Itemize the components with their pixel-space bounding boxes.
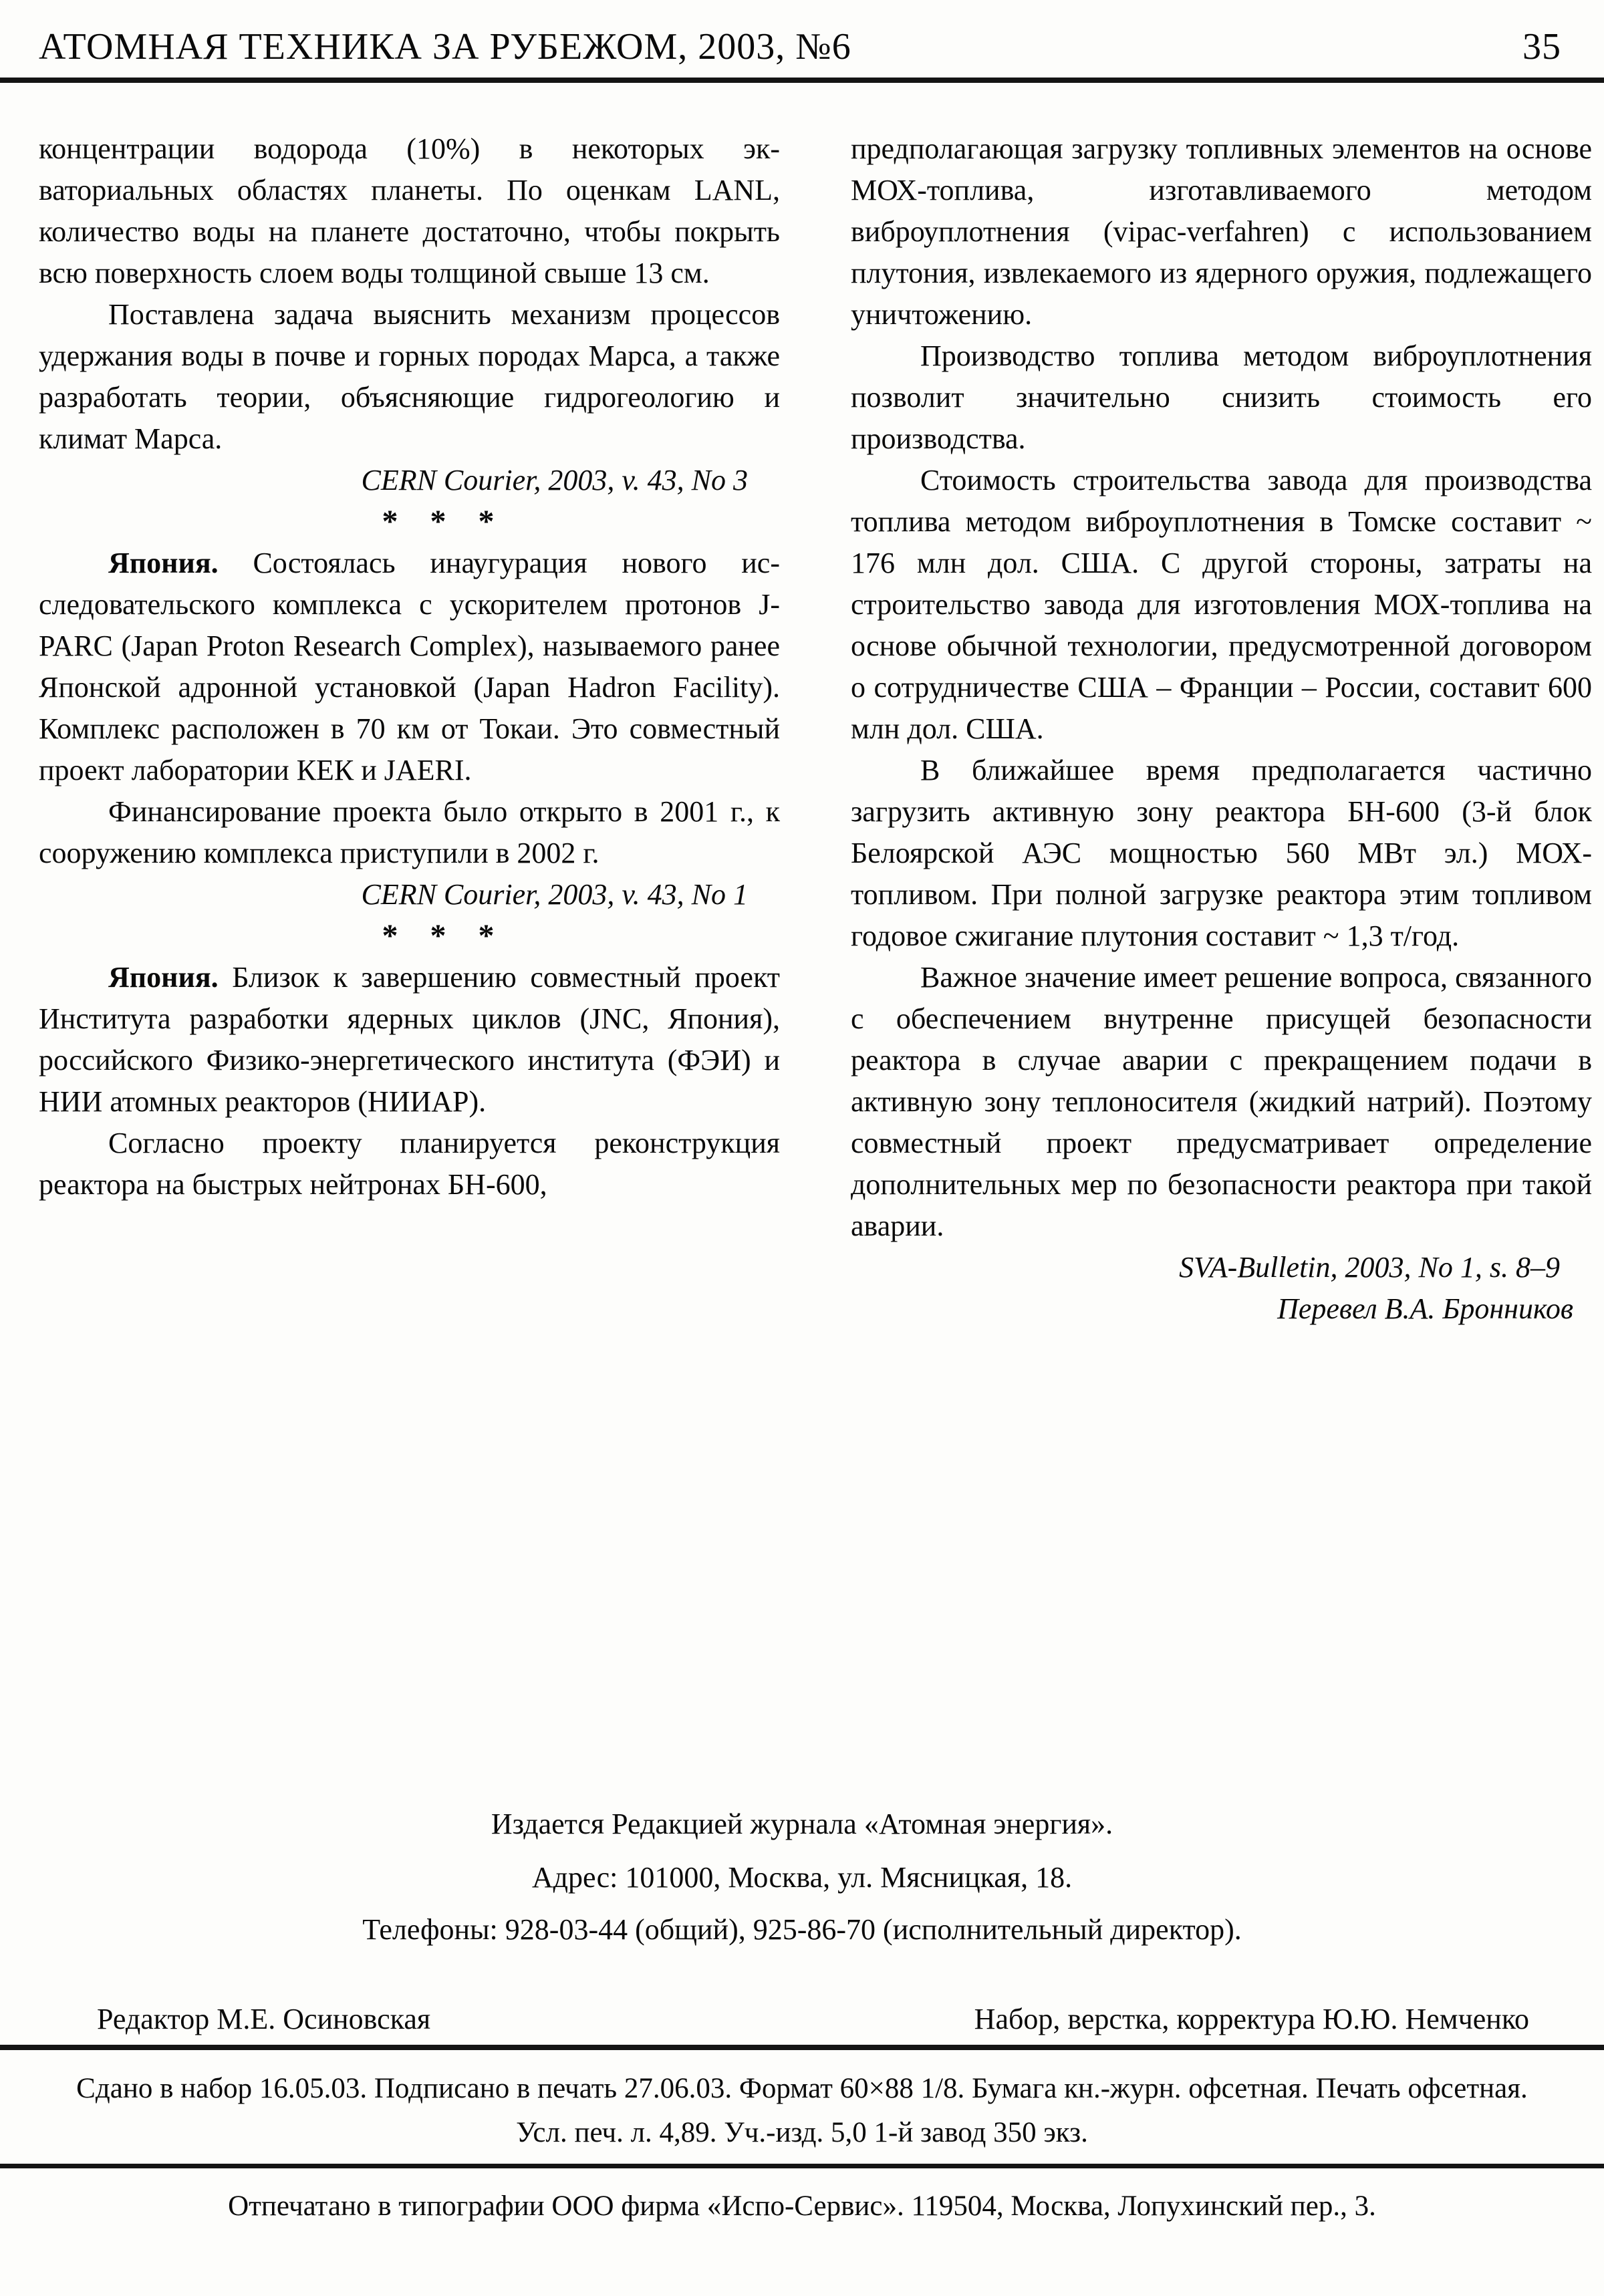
journal-title: АТОМНАЯ ТЕХНИКА ЗА РУБЕЖОМ, 2003, №6 (39, 26, 851, 67)
paragraph-safety-measures: Важное значение имеет решение вопроса, связанного с обеспечением внутренне присущей безопасности реактора в случае аварии с прекращением подачи в активную зону теплоносителя (жидкий натрий). Поэтому совместный проект предусматривает определение дополнительных мер по безопасности реактора при такой аварии. (851, 961, 1592, 1242)
paragraph-tomsk-plant-cost: Стоимость строительства завода для производства топлива методом виброуплотнения в Томске составит ~ 176 млн дол. США. С другой стороны, затраты на строительство завода для изготовления МОХ-топлива на основе обычной технологии, предусмотренной договором о сотрудничестве США – Франции – России, составит 600 млн дол. США. (851, 464, 1592, 745)
paragraph-mox-continuation: предполагающая загрузку топливных элементов на основе МОХ-топлива, изготавливаемого методом виброуплотнения (vipac-verfahren) с использованием плутония, извлекаемого из ядерного оружия, подлежащего уничтожению. (851, 132, 1592, 331)
article-columns (39, 128, 1592, 1330)
translator-credit: Перевел В.А. Бронников (1277, 1292, 1573, 1325)
imprint-line-1: Сдано в набор 16.05.03. Подписано в печать 27.06.03. Формат 60×88 1/8. Бумага кн.-журн. офсетная. Печать офсетная. (76, 2073, 1528, 2104)
paragraph-mars-task: Поставлена задача выяснить механизм процессов удержания воды в почве и горных породах Марса, а также разработать теории, объясняющие гидрогеологию и климат Марса. (39, 298, 780, 455)
address-line: Адрес: 101000, Москва, ул. Мясницкая, 18. (531, 1861, 1073, 1894)
paragraph-japan-jparc (39, 543, 780, 791)
page-header (39, 25, 1561, 68)
imprint-bottom-rule (0, 2164, 1604, 2168)
paragraph-bn600-reconstruction: Согласно проекту планируется реконструкция реактора на быстрых нейтронах БН-600, (39, 1127, 780, 1201)
typesetting-credit: Набор, верстка, корректура Ю.Ю. Немченко (974, 2003, 1529, 2035)
header-rule (0, 78, 1604, 83)
country-lead-japan: Япония. (108, 961, 219, 994)
editor-credit: Редактор М.Е. Осиновская (97, 2003, 431, 2035)
editors-row (97, 1999, 1529, 2039)
citation-cern-1: CERN Courier, 2003, v. 43, No 1 (361, 878, 748, 911)
phones-line: Телефоны: 928-03-44 (общий), 925-86-70 (исполнительный директор). (362, 1913, 1242, 1946)
paragraph-mars-continuation: концентрации водорода (10%) в некоторых экваториальных областях планеты. По оценкам LANL, количество воды на планете достаточно, чтобы покрыть всю поверхность слоем воды толщиной свыше 13 см. (39, 132, 780, 289)
left-column (39, 128, 780, 1330)
paragraph-text: Состоялась инаугурация нового исследовательского комплекса с ускорителем протонов J-PARC (Japan Proton Research Complex), называемого ранее Японской адронной установкой (Japan Hadron Facility). Комплекс расположен в 70 км от Токаи. Это совместный проект лаборатории КЕК и JAERI. (39, 547, 780, 786)
printing-house-line: Отпечатано в типографии ООО фирма «Испо-Сервис». 119504, Москва, Лопухинский пер., 3. (228, 2190, 1376, 2222)
right-column (851, 128, 1592, 1330)
citation-sva-bulletin: SVA-Bulletin, 2003, No 1, s. 8–9 (1179, 1251, 1560, 1284)
page-number: 35 (1522, 26, 1561, 67)
section-separator-stars: * * * (382, 918, 507, 954)
paragraph-text: Близок к завершению совместный проект Института разработки ядерных циклов (JNC, Япония), российского Физико-энергетического института (ФЭИ) и НИИ атомных реакторов (НИИАР). (39, 961, 780, 1118)
paragraph-bn600-mox-loading: В ближайшее время предполагается частично загрузить активную зону реактора БН-600 (3-й блок Белоярской АЭС мощностью 560 МВт эл.) МОХ-топливом. При полной загрузке реактора этим топливом годовое сжигание плутония составит ~ 1,3 т/год. (851, 754, 1592, 952)
imprint-line-2: Усл. печ. л. 4,89. Уч.-изд. 5,0 1-й завод 350 экз. (516, 2117, 1088, 2148)
paragraph-japan-jnc (39, 957, 780, 1123)
imprint-top-rule (0, 2045, 1604, 2050)
paragraph-vipac-cost-reduction: Производство топлива методом виброуплотнения позволит значительно снизить стоимость его производства. (851, 339, 1592, 455)
country-lead-japan: Япония. (108, 547, 219, 579)
citation-cern-3: CERN Courier, 2003, v. 43, No 3 (361, 464, 748, 496)
paragraph-jparc-funding: Финансирование проекта было открыто в 2001 г., к сооружению комплекса приступили в 2002 г. (39, 795, 780, 869)
section-separator-stars: * * * (382, 504, 507, 539)
publisher-line: Издается Редакцией журнала «Атомная энергия». (491, 1808, 1113, 1840)
